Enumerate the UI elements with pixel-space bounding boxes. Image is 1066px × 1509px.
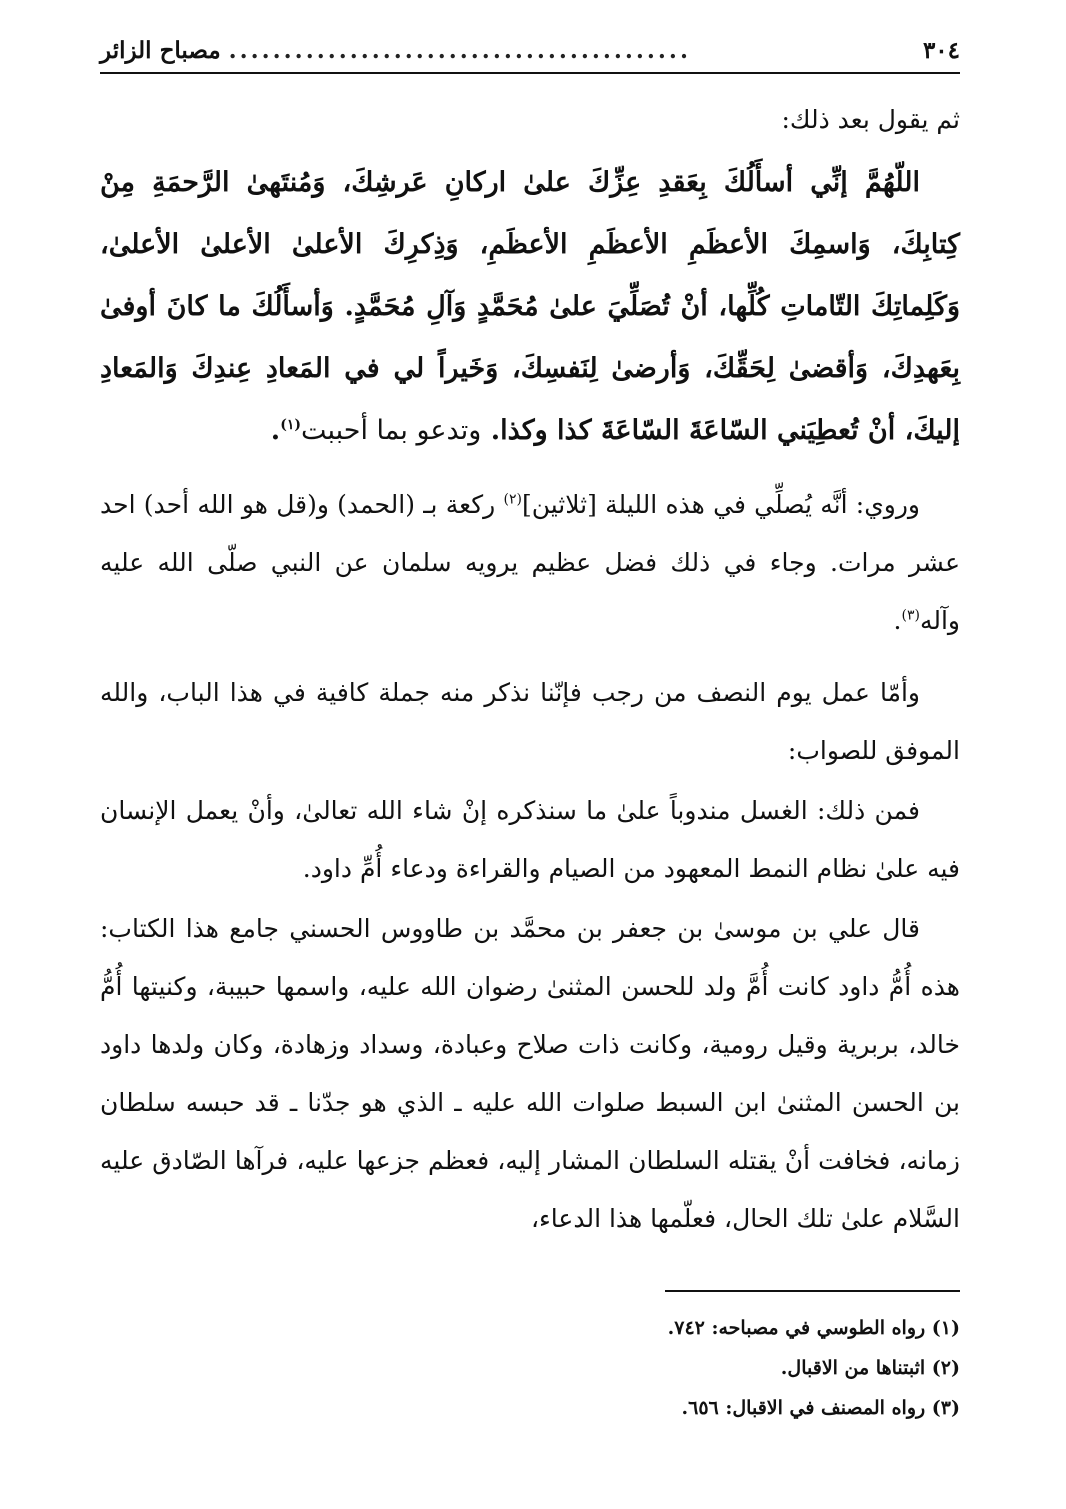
page-body bbox=[100, 92, 960, 1248]
paragraph-1-start: وروي: أنَّه يُصلِّي في هذه الليلة [ثلاثين] bbox=[521, 490, 920, 519]
paragraph-prayer-night: وروي: أنَّه يُصلِّي في هذه الليلة [ثلاثين]$^{(٢)}$ ركعة بـ (الحمد) و(قل هو الله أحد) احد عشر مرات. وجاء في ذلك فضل عظيم يرويه سلمان عن النبي صلّى الله عليه وآله$^{(٣)}$. bbox=[100, 490, 960, 635]
prayer-text: اللّهُمَّ إنِّي أسأَلُكَ بِعَقدِ عِزِّكَ علىٰ اركانِ عَرشِكَ، وَمُنتَهىٰ الرَّحمَةِ مِنْ كِتابِكَ، وَاسمِكَ الأعظَمِ الأعظَمِ الأعظَمِ، وَذِكرِكَ الأعلىٰ الأعلىٰ الأعلىٰ، وَكَلِماتِكَ التّاماتِ كُلِّها، أنْ تُصَلِّيَ علىٰ مُحَمَّدٍ وَآلِ مُحَمَّدٍ. وَأسأَلُكَ ما كانَ أوفىٰ بِعَهدِكَ، وَأقضىٰ لِحَقِّكَ، وَأرضىٰ لِنَفسِكَ، وَخَيراً لي في المَعادِ عِندِكَ وَالمَعادِ إليكَ، أنْ تُعطِيَني السّاعَةَ السّاعَةَ كذا وكذا. وتدعو بما أحببت$^{(١)}$. bbox=[100, 167, 960, 446]
footnote-ref-2: (٢) bbox=[503, 491, 522, 508]
footnote-3: (٣) رواه المصنف في الاقبال: ٦٥٦. bbox=[681, 1397, 960, 1419]
footnote-ref-3: (٣) bbox=[901, 607, 920, 624]
footnotes bbox=[100, 1308, 960, 1428]
page-number: ٣٠٤ bbox=[922, 36, 960, 64]
footnote-2: (٢) اثبتناها من الاقبال. bbox=[780, 1357, 960, 1379]
book-title: مصباح الزائر bbox=[100, 36, 221, 64]
footnote-ref-1: (١) bbox=[280, 417, 301, 433]
prayer-body: اللّهُمَّ إنِّي أسأَلُكَ بِعَقدِ عِزِّكَ علىٰ اركانِ عَرشِكَ، وَمُنتَهىٰ الرَّحمَةِ مِنْ كِتابِكَ، وَاسمِكَ الأعظَمِ الأعظَمِ الأعظَمِ، وَذِكرِكَ الأعلىٰ الأعلىٰ الأعلىٰ، وَكَلِماتِكَ التّاماتِ كُلِّها، أنْ تُصَلِّيَ علىٰ مُحَمَّدٍ وَآلِ مُحَمَّدٍ. وَأسأَلُكَ ما كانَ أوفىٰ بِعَهدِكَ، وَأقضىٰ لِحَقِّكَ، وَأرضىٰ لِنَفسِكَ، وَخَيراً لي في المَعادِ عِندِكَ وَالمَعادِ إليكَ، أنْ تُعطِيَني السّاعَةَ السّاعَةَ كذا وكذا. bbox=[100, 167, 960, 446]
paragraph-1-cont: ركعة بـ (الحمد) و(قل هو الله أحد) احد عشر مرات. وجاء في ذلك فضل عظيم يرويه سلمان عن النبي صلّى الله عليه وآله bbox=[100, 490, 960, 635]
paragraph-umm-dawud: قال علي بن موسىٰ بن جعفر بن محمَّد بن طاووس الحسني جامع هذا الكتاب: هذه أُمُّ داود كانت أُمَّ ولد للحسن المثنىٰ رضوان الله عليه، واسمها حبيبة، وكنيتها أُمُّ خالد، بربرية وقيل رومية، وكانت ذات صلاح وعبادة، وسداد وزهادة، وكان ولدها داود بن الحسن المثنىٰ ابن السبط صلوات الله عليه ـ الذي هو جدّنا ـ قد حبسه سلطان زمانه، فخافت أنْ يقتله السلطان المشار إليه، فعظم جزعها عليه، فرآها الصّادق عليه السَّلام علىٰ تلك الحال، فعلّمها هذا الدعاء، bbox=[100, 914, 960, 1233]
paragraph-mid-rajab: وأمّا عمل يوم النصف من رجب فإنّنا نذكر منه جملة كافية في هذا الباب، والله الموفق للصواب: bbox=[100, 678, 960, 765]
book-page bbox=[100, 28, 960, 1488]
prayer-tail: وتدعو بما أحببت bbox=[300, 415, 482, 446]
footnote-divider bbox=[665, 1290, 960, 1292]
intro-line: ثم يقول بعد ذلك: bbox=[781, 105, 960, 134]
header-leader-dots: .......................................... bbox=[228, 36, 691, 64]
page-header bbox=[100, 28, 960, 74]
paragraph-ghusl: فمن ذلك: الغسل مندوباً علىٰ ما سنذكره إنْ شاء الله تعالىٰ، وأنْ يعمل الإنسان فيه علىٰ نظام النمط المعهود من الصيام والقراءة ودعاء أُمِّ داود. bbox=[100, 796, 960, 883]
footnote-1: (١) رواه الطوسي في مصباحه: ٧٤٢. bbox=[667, 1317, 960, 1339]
